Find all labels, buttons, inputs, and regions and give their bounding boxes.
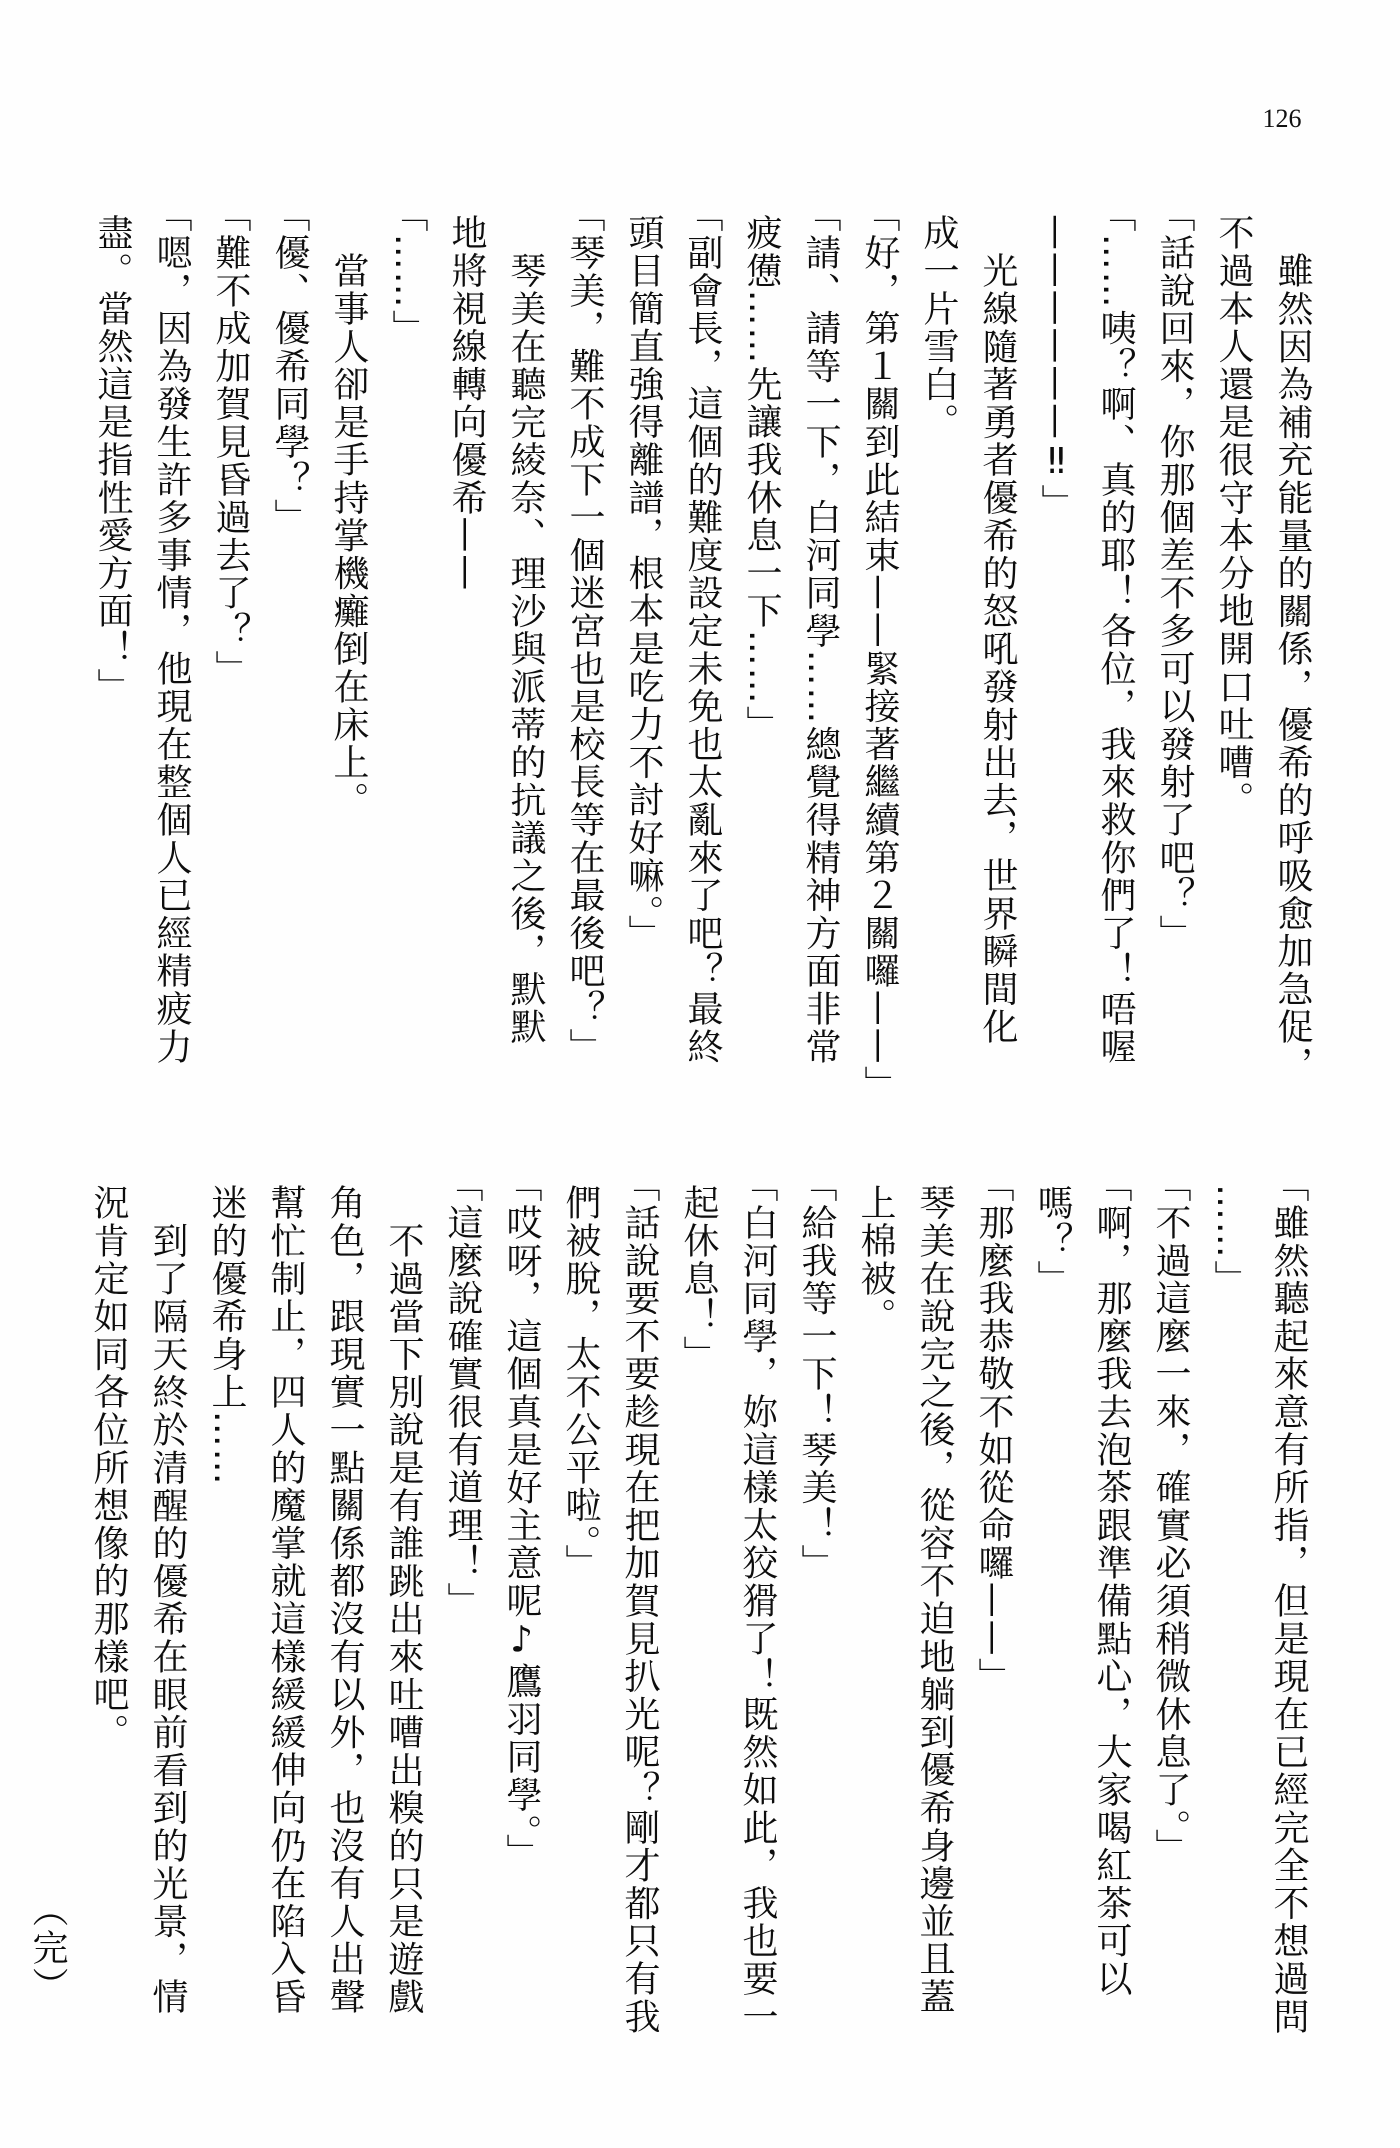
text-column: 盡。當然這是指性愛方面！」 <box>92 214 133 706</box>
lower-text-block <box>15 1184 1318 2034</box>
text-column: 嗎？」 <box>1032 1184 1073 1298</box>
dialogue-column: 「啊，那麼我去泡茶跟準備點心，大家喝紅茶可以 <box>1091 1184 1132 1998</box>
text-column: 地將視線轉向優希—— <box>446 214 487 592</box>
text-column: ——————‼」 <box>1036 214 1077 522</box>
upper-text-block <box>83 214 1322 1104</box>
page-number: 126 <box>1262 104 1302 133</box>
dialogue-column: 「請、請等一下，白河同學……總覺得精神方面非常 <box>800 214 841 1066</box>
paragraph-column: 到了隔天終於清醒的優希在眼前看到的光景，情 <box>147 1221 188 2016</box>
text-column: 幫忙制止，四人的魔掌就這樣緩緩伸向仍在陷入昏 <box>265 1184 306 2016</box>
text-column: 不過本人還是很守本分地開口吐嘈。 <box>1213 214 1254 819</box>
dialogue-column: 「副會長，這個的難度設定未免也太亂來了吧？最終 <box>682 214 723 1066</box>
paragraph-column: 當事人卻是手持掌機癱倒在床上。 <box>328 251 369 819</box>
dialogue-column: 「優、優希同學？」 <box>269 214 310 537</box>
paragraph-column: 琴美在說完之後，從容不迫地躺到優希身邊並且蓋 <box>914 1184 955 2016</box>
text-column: 起休息！」 <box>678 1184 719 1373</box>
text-column: 迷的優希身上…… <box>206 1184 247 1487</box>
dialogue-column: 「好，第１關到此結束——緊接著繼續第２關囉——」 <box>859 214 900 1104</box>
dialogue-column: 「難不成加賀見昏過去了？」 <box>210 214 251 688</box>
text-column: 成一片雪白。 <box>918 214 959 441</box>
text-column: 角色，跟現實一點關係都沒有以外，也沒有人出聲 <box>324 1184 365 2016</box>
dialogue-column: 「雖然聽起來意有所指，但是現在已經完全不想過問 <box>1268 1184 1309 2036</box>
text-column: 上棉被。 <box>855 1184 896 1336</box>
end-mark: （完） <box>27 1908 68 2004</box>
dialogue-column: 「……」 <box>387 214 428 348</box>
dialogue-column: 「話說要不要趁現在把加賀見扒光呢？剛才都只有我 <box>619 1184 660 2036</box>
dialogue-column: 「……咦？啊、真的耶！各位，我來救你們了！唔喔 <box>1095 214 1136 1066</box>
paragraph-column: 雖然因為補充能量的關係，優希的呼吸愈加急促， <box>1272 251 1313 1084</box>
dialogue-column: 「琴美，難不成下一個迷宮也是校長等在最後吧？」 <box>564 214 605 1066</box>
dialogue-column: 「給我等一下！琴美！」 <box>796 1184 837 1582</box>
text-column: 況肯定如同各位所想像的那樣吧。 <box>88 1184 129 1751</box>
text-column: 們被脫，太不公平啦。」 <box>560 1184 601 1582</box>
dialogue-column: 「話說回來，你那個差不多可以發射了吧？」 <box>1154 214 1195 952</box>
dialogue-column: 「嗯，因為發生許多事情，他現在整個人已經精疲力 <box>151 214 192 1066</box>
dialogue-column: 「不過這麼一來，確實必須稍微休息了。」 <box>1150 1184 1191 1867</box>
text-column: ……」 <box>1209 1184 1250 1298</box>
paragraph-column: 光線隨著勇者優希的怒吼發射出去，世界瞬間化 <box>977 251 1018 1046</box>
text-column: 頭目簡直強得離譜，根本是吃力不討好嘛。」 <box>623 214 664 952</box>
dialogue-column: 「那麼我恭敬不如從命囉——」 <box>973 1184 1014 1696</box>
paragraph-column: 琴美在聽完綾奈、理沙與派蒂的抗議之後，默默 <box>505 251 546 1046</box>
text-column: 疲憊……先讓我休息一下……」 <box>741 214 782 744</box>
paragraph-column: 不過當下別說是有誰跳出來吐嘈出糗的只是遊戲 <box>383 1221 424 2016</box>
dialogue-column: 「哎呀，這個真是好主意呢♪鷹羽同學。」 <box>501 1184 542 1872</box>
dialogue-column: 「白河同學，妳這樣太狡猾了！既然如此，我也要一 <box>737 1184 778 2036</box>
dialogue-column: 「這麼說確實很有道理！」 <box>442 1184 483 1620</box>
